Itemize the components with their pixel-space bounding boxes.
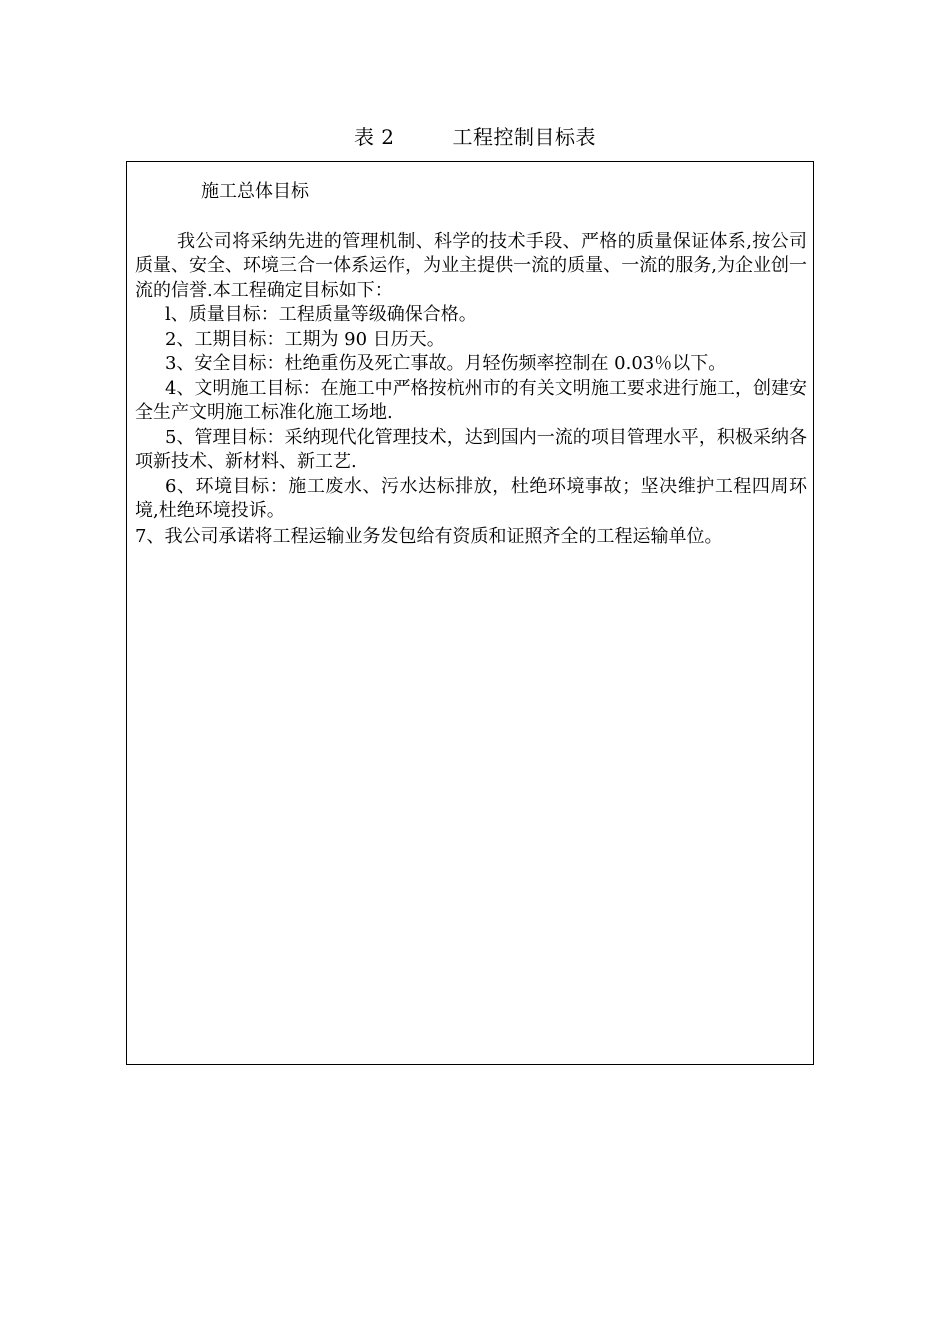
intro-paragraph: 我公司将采纳先进的管理机制、科学的技术手段、严格的质量保证体系,按公司质量、安全、环境三合一体系运作，为业主提供一流的质量、一流的服务,为企业创一流的信誉.本工程确定目标如下： [135, 230, 807, 301]
goal-item-schedule: 2、工期目标：工期为 90 日历天。 [165, 328, 445, 350]
table-name: 工程控制目标表 [452, 125, 597, 149]
target-table-frame [126, 161, 814, 1065]
table-title [0, 124, 950, 150]
table-content [135, 180, 807, 554]
goal-item-civilized-construction: 4、文明施工目标：在施工中严格按杭州市的有关文明施工要求进行施工，创建安全生产文明施工标准化施工场地. [135, 377, 807, 423]
goal-item-quality: l、质量目标：工程质量等级确保合格。 [165, 304, 477, 325]
goal-item-management: 5、管理目标：采纳现代化管理技术，达到国内一流的项目管理水平，积极采纳各项新技术、新材料、新工艺. [135, 426, 807, 472]
section-heading: 施工总体目标 [201, 181, 309, 202]
table-number: 表 2 [353, 125, 395, 149]
goal-item-safety: 3、安全目标：杜绝重伤及死亡事故。月轻伤频率控制在 0.03％以下。 [165, 353, 727, 374]
commitment-paragraph: 7、我公司承诺将工程运输业务发包给有资质和证照齐全的工程运输单位。 [135, 525, 723, 547]
goal-item-environment: 6、环境目标：施工废水、污水达标排放，杜绝环境事故；坚决维护工程四周环境,杜绝环境投诉。 [135, 475, 807, 521]
